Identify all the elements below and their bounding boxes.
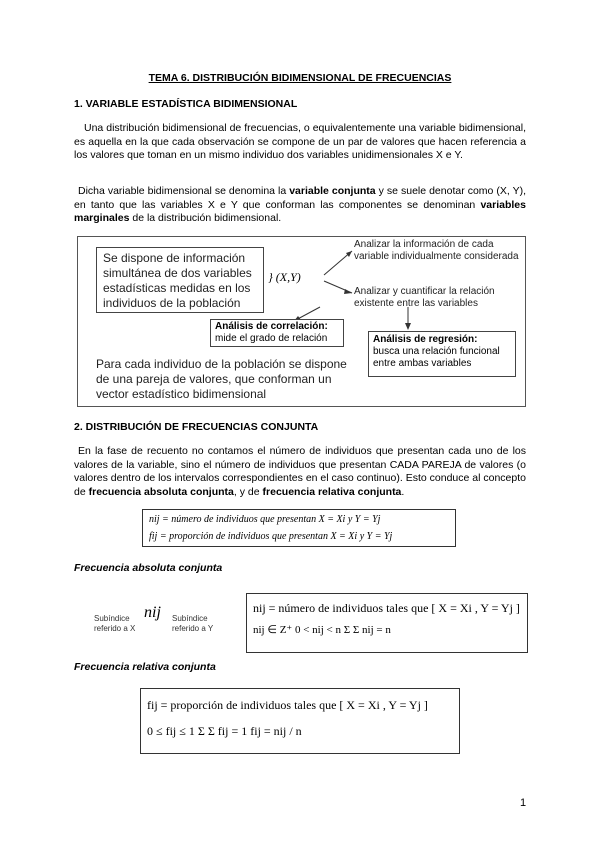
- rel-formula-box: [140, 688, 460, 754]
- regression-title: Análisis de regresión:: [373, 334, 478, 345]
- rel-formula-2: 0 ≤ fij ≤ 1 Σ Σ fij = 1 fij = nij / n: [147, 724, 302, 738]
- rel-formula-1: fij = proporción de individuos tales que [ X = Xi , Y = Yj ]: [147, 698, 428, 712]
- abs-formula-1: nij = número de individuos tales que [ X = Xi , Y = Yj ]: [253, 601, 520, 615]
- regression-box: [368, 331, 516, 377]
- info-box: Se dispone de información simultánea de dos variables estadísticas medidas en los individuos de la población: [96, 247, 264, 313]
- arrowhead-bottom: [344, 289, 352, 294]
- subindex-y-label: Subíndice referido a Y: [172, 614, 214, 633]
- section-heading-2: 2. DISTRIBUCIÓN DE FRECUENCIAS CONJUNTA: [74, 421, 319, 433]
- paragraph-variable-conjunta: Dicha variable bidimensional se denomina la variable conjunta y se suele denotar como (X, Y), en tanto que las variables X e Y que conforman las componentes se denominan variables marginales de la distribución bidimensional.: [74, 185, 527, 224]
- paragraph-definition: Una distribución bidimensional de frecuencias, o equivalentemente una variable bidimensional, es aquella en la que cada observación se compone de un par de valores que hacen referencia a los valores que toman en un mismo individuo dos variables unidimensionales X e Y.: [74, 122, 526, 161]
- def-f: fij = proporción de individuos que presentan X = Xi y Y = Yj: [149, 531, 393, 542]
- arrowhead-reg: [405, 323, 411, 330]
- analysis-relation: Analizar y cuantificar la relación existente entre las variables: [354, 286, 495, 309]
- correlation-title: Análisis de correlación:: [215, 321, 328, 332]
- page-number: 1: [520, 797, 527, 809]
- paragraph-recuento: En la fase de recuento no contamos el número de individuos que presentan cada uno de los valores de la variable, sino el número de individuos que presentan CADA PAREJA de valores (o valores dentro de los intervalos correspondientes en el caso continuo). Esto conduce al concepto de frecuencia absoluta conjunta, y de frecuencia relativa conjunta.: [74, 445, 526, 498]
- section-heading-1: 1. VARIABLE ESTADÍSTICA BIDIMENSIONAL: [74, 98, 298, 110]
- xy-label: } (X,Y): [268, 270, 301, 284]
- definition-box: [142, 509, 456, 547]
- regression-text: busca una relación funcional entre ambas variables: [373, 346, 500, 369]
- analysis-individual: Analizar la información de cada variable individualmente considerada: [354, 239, 519, 262]
- arrowhead-top: [346, 251, 352, 257]
- concept-diagram: [77, 236, 526, 407]
- correlation-text: mide el grado de relación: [215, 333, 328, 344]
- def-n: nij = número de individuos que presentan X = Xi y Y = Yj: [149, 514, 381, 525]
- abs-formula-box: [246, 593, 528, 653]
- correlation-box: [210, 319, 344, 347]
- subindex-x-label: Subíndice referido a X: [94, 614, 136, 633]
- rel-heading: Frecuencia relativa conjunta: [74, 661, 216, 673]
- abs-heading: Frecuencia absoluta conjunta: [74, 562, 223, 574]
- page-title: TEMA 6. DISTRIBUCIÓN BIDIMENSIONAL DE FRECUENCIAS: [148, 72, 452, 84]
- nij-symbol: nij: [144, 604, 161, 621]
- abs-formula-2: nij ∈ Z⁺ 0 < nij < n Σ Σ nij = n: [253, 624, 391, 636]
- bottom-text: Para cada individuo de la población se dispone de una pareja de valores, que conforman un vector estadístico bidimensional: [96, 357, 347, 401]
